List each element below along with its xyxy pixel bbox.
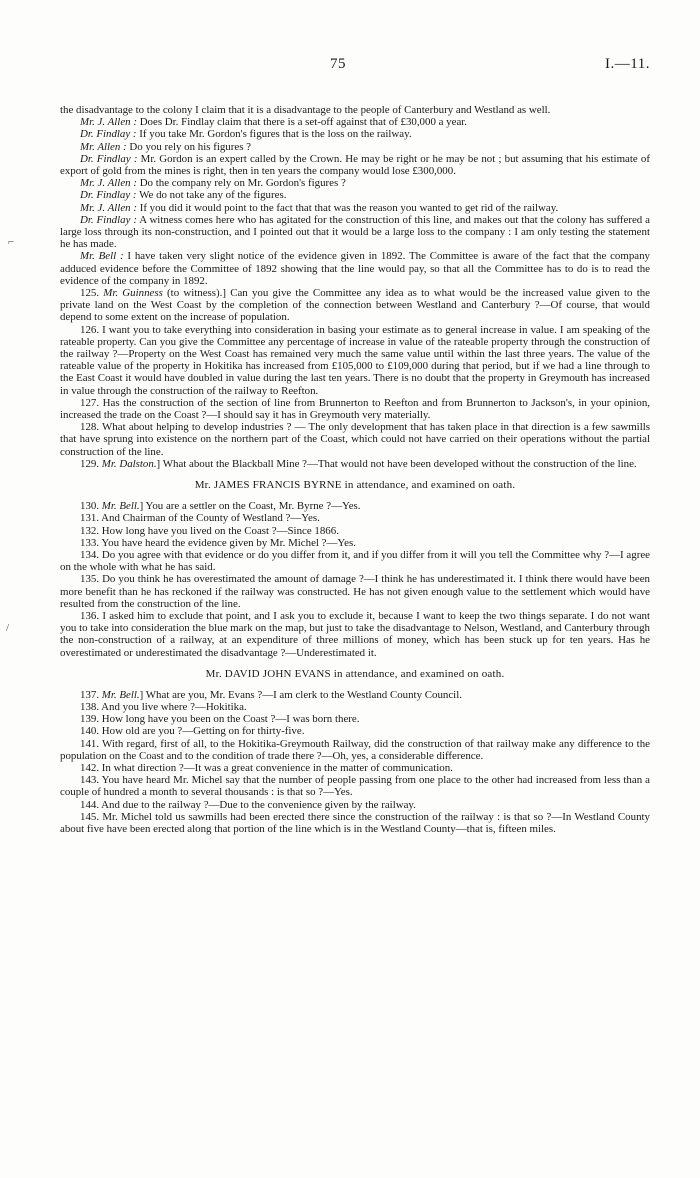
- testimony-paragraph: [60, 525, 650, 537]
- paragraph-text: 133. You have heard the evidence given by Mr. Michel ?—Yes.: [80, 536, 356, 549]
- testimony-paragraph: [60, 397, 650, 421]
- speaker-label: Mr. J. Allen :: [80, 201, 137, 214]
- speaker-label: 130. Mr. Bell.]: [80, 500, 144, 513]
- paragraph-text: 135. Do you think he has overestimated the amount of damage ?—I think he has underestimated it. I think there would have been more benefit than he has reckoned if the railway was constructed. He has not given enough value to the settlement which would have resulted from the construction of the line.: [60, 573, 650, 610]
- paragraph-text: What are you, Mr. Evans ?—I am clerk to the Westland County Council.: [143, 688, 462, 701]
- speaker-label: Dr. Findlay :: [80, 189, 137, 202]
- testimony-paragraph: [60, 421, 650, 458]
- speaker-label: Mr. Bell :: [80, 250, 124, 263]
- testimony-paragraph: [60, 762, 650, 774]
- testimony-paragraph: [60, 811, 650, 835]
- speaker-label: 125. Mr. Guinness: [80, 287, 163, 300]
- paragraph-text: 126. I want you to take everything into consideration in basing your estimate as to general increase in value. I am speaking of the rateable property. Can you give the Committee any percentage of increase in value of the rateable property through the construction of the railway ?—Property on the West Coast has remained very much the same value until within the last three years. The value of the rateable value of the property in Hokitika has increased from £105,000 to £109,000 during that period, but if we had a line through to the East Coast it would have doubled in value during the last ten years. There is no doubt that the property in Greymouth has increased in value through the construction of the railway to Reefton.: [60, 323, 650, 397]
- paragraph-text: 138. And you live where ?—Hokitika.: [80, 700, 247, 713]
- testimony-paragraph: [60, 202, 650, 214]
- paragraph-text: If you take Mr. Gordon's figures that is the loss on the railway.: [136, 128, 412, 141]
- testimony-paragraph: [60, 774, 650, 798]
- testimony-paragraph: [60, 549, 650, 573]
- paragraph-text: 143. You have heard Mr. Michel say that the number of people passing from one place to the other had increased from less than a couple of hundred a month to several thousands : is that so ?—Yes.: [60, 774, 650, 799]
- paragraph-text: 140. How old are you ?—Getting on for thirty-five.: [80, 725, 305, 738]
- paragraph-text: I have taken very slight notice of the evidence given in 1892. The Committee is aware of the fact that the company adduced evidence before the Committee of 1892 showing that the line would pay, so that all the Committee has to do is to read the evidence of the company in 1892.: [60, 250, 651, 287]
- speaker-label: Dr. Findlay :: [80, 128, 137, 141]
- testimony-paragraph: [60, 537, 650, 549]
- paragraph-text: Do you rely on his figures ?: [126, 140, 251, 153]
- testimony-paragraph: [60, 512, 650, 524]
- paragraph-text: 139. How long have you been on the Coast ?—I was born there.: [80, 713, 360, 726]
- testimony-paragraph: [60, 701, 650, 713]
- testimony-paragraph: [60, 250, 650, 287]
- testimony-paragraph: [60, 713, 650, 725]
- paragraph-text: You are a settler on the Coast, Mr. Byrne ?—Yes.: [143, 500, 361, 513]
- testimony-paragraph: [60, 458, 650, 470]
- margin-mark: ⌐: [8, 236, 15, 248]
- testimony-paragraph: [60, 799, 650, 811]
- speaker-label: 129. Mr. Dalston.]: [80, 457, 161, 470]
- paragraph-text: 128. What about helping to develop industries ? — The only development that has taken place in that direction is a few sawmills that have sprung into existence on the northern part of the Coast, which could not have carried on their operations without the partial construction of the line.: [60, 421, 650, 458]
- paragraph-text: 132. How long have you lived on the Coast ?—Since 1866.: [80, 524, 339, 537]
- paragraph-text: A witness comes here who has agitated for the construction of this line, and makes out that the colony has suffered a large loss through its non-construction, and I pointed out that it would be a large loss to the company : I am only testing the statement he has made.: [60, 213, 650, 251]
- paragraph-text: 134. Do you agree with that evidence or do you differ from it, and if you differ from it will you tell the Committee why ?—I agree on the whole with what he has said.: [60, 548, 650, 574]
- testimony-paragraph: [60, 141, 650, 153]
- speaker-label: Mr. J. Allen :: [80, 116, 137, 129]
- testimony-paragraph: [60, 177, 650, 189]
- paragraph-text: We do not take any of the figures.: [136, 189, 287, 202]
- speaker-label: Mr. Allen :: [80, 140, 127, 153]
- speaker-label: 137. Mr. Bell.]: [80, 688, 144, 701]
- section-dalston-evidence: [60, 104, 650, 470]
- paragraph-text: 144. And due to the railway ?—Due to the convenience given by the railway.: [80, 798, 416, 811]
- paragraph-text: (to witness).] Can you give the Committee any idea as to what would be the increased value given to the private land on the West Coast by the completion of the connection between Westland and Canterbury ?—Of course, that would depend to some extent on the increase of population.: [60, 287, 651, 324]
- page-header: [0, 56, 700, 76]
- testimony-paragraph: [60, 116, 650, 128]
- testimony-paragraph: [60, 104, 650, 116]
- speaker-label: Mr. J. Allen :: [80, 177, 137, 190]
- paragraph-text: Mr. Gordon is an expert called by the Crown. He may be right or he may be not ; but assuming that his estimate of export of gold from the mines is right, then in ten years the company would lose £300,000.: [60, 152, 650, 178]
- testimony-paragraph: [60, 689, 650, 701]
- testimony-paragraph: [60, 610, 650, 659]
- paragraph-text: 136. I asked him to exclude that point, and I ask you to exclude it, because I want to keep the two things separate. I do not want you to take into consideration the blue mark on the map, but just to take the disadvantage to Nelson, Westland, and Canterbury through the non-construction of a railway, at an expenditure of three millions of money, which has been stuck up for ten years. Has he overestimated or underestimated the disadvantage ?—Underestimated it.: [60, 609, 650, 659]
- witness-heading-byrne: Mr. JAMES FRANCIS BYRNE in attendance, and examined on oath.: [194, 479, 516, 492]
- section-evans-evidence: [60, 689, 650, 835]
- page-number: 75: [330, 56, 346, 72]
- testimony-paragraph: [60, 287, 650, 324]
- testimony-paragraph: [60, 500, 650, 512]
- paragraph-text: 142. In what direction ?—It was a great convenience in the matter of communication.: [80, 761, 453, 774]
- document-body: [60, 104, 650, 835]
- testimony-paragraph: [60, 738, 650, 762]
- witness-heading-evans: Mr. DAVID JOHN EVANS in attendance, and examined on oath.: [205, 667, 505, 680]
- speaker-label: Dr. Findlay :: [80, 213, 137, 226]
- testimony-paragraph: [60, 189, 650, 201]
- section-byrne-evidence: [60, 500, 650, 659]
- testimony-paragraph: [60, 153, 650, 177]
- testimony-paragraph: [60, 324, 650, 397]
- paragraph-text: the disadvantage to the colony I claim that it is a disadvantage to the people of Canterbury and Westland as well.: [60, 104, 551, 116]
- speaker-label: Dr. Findlay :: [80, 152, 138, 165]
- paragraph-text: What about the Blackball Mine ?—That would not have been developed without the construction of the line.: [160, 457, 637, 470]
- testimony-paragraph: [60, 573, 650, 610]
- margin-mark: /: [6, 622, 10, 634]
- paragraph-text: Do the company rely on Mr. Gordon's figures ?: [136, 177, 346, 190]
- paragraph-text: If you did it would point to the fact that that was the reason you wanted to get rid of the railway.: [136, 201, 559, 214]
- paragraph-text: 141. With regard, first of all, to the Hokitika-Greymouth Railway, did the construction of that railway make any difference to the population on the Coast and to the condition of trade there ?—Oh, yes, a considerable difference.: [60, 737, 650, 762]
- testimony-paragraph: [60, 128, 650, 140]
- paragraph-text: 131. And Chairman of the County of Westland ?—Yes.: [80, 512, 320, 525]
- testimony-paragraph: [60, 214, 650, 251]
- document-reference: I.—11.: [605, 56, 650, 72]
- testimony-paragraph: [60, 725, 650, 737]
- paragraph-text: 127. Has the construction of the section of line from Brunnerton to Reefton and from Brunnerton to Jackson's, in your opinion, increased the trade on the Coast ?—I should say it has in Greymouth very materially.: [60, 396, 650, 422]
- paragraph-text: 145. Mr. Michel told us sawmills had been erected there since the construction of the railway : is that so ?—In Westland County about five have been erected along that portion of the line which is in the Westland County—that is, fifteen miles.: [60, 810, 650, 835]
- paragraph-text: Does Dr. Findlay claim that there is a set-off against that of £30,000 a year.: [136, 116, 468, 129]
